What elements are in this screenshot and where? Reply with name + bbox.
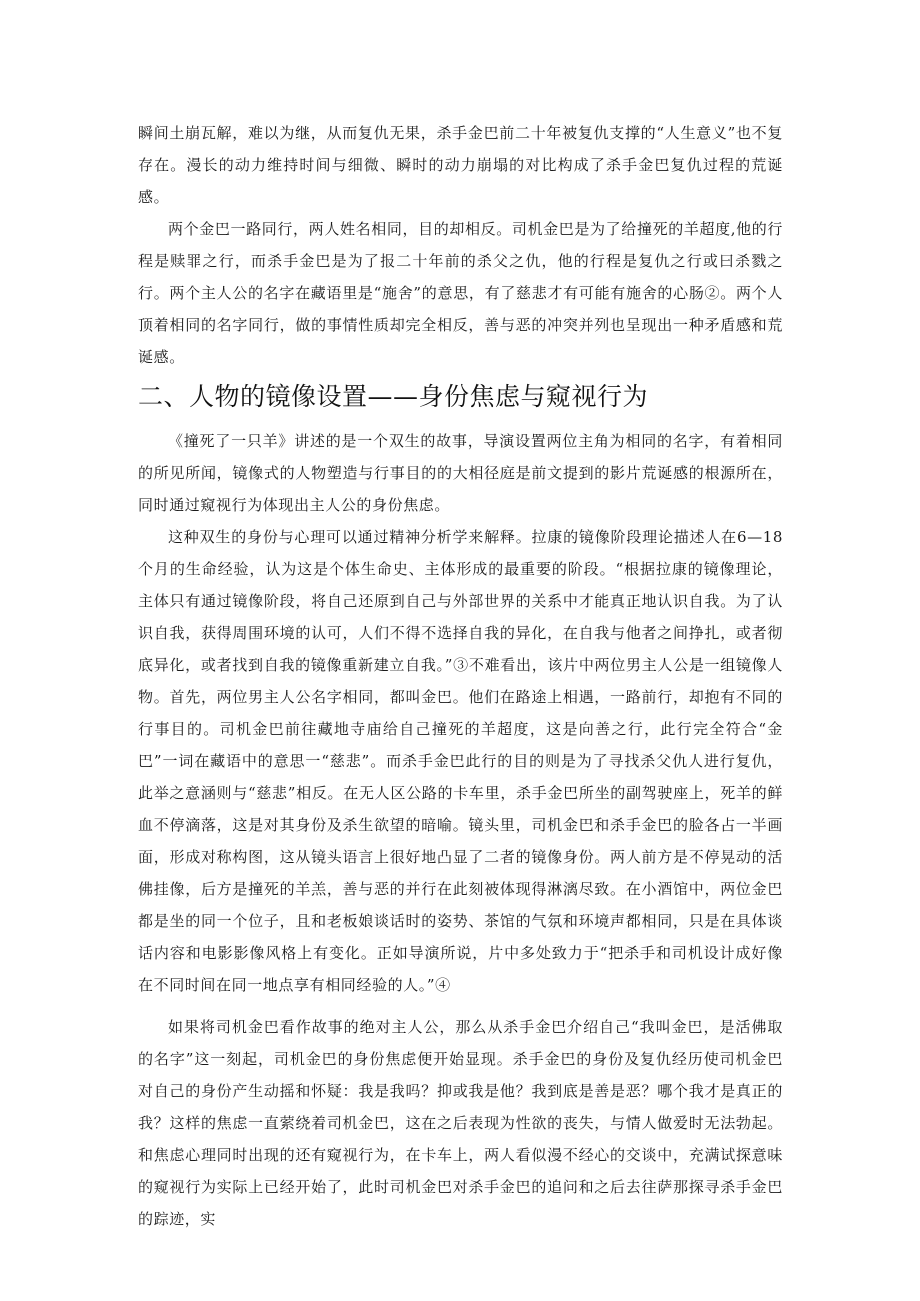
body-paragraph: 如果将司机金巴看作故事的绝对主人公，那么从杀手金巴介绍自己“我叫金巴，是活佛取的名字”这一刻起，司机金巴的身份焦虑便开始显现。杀手金巴的身份及复仇经历使司机金巴对自己的身份产生动摇和怀疑：我是我吗？抑或我是他？我到底是善是恶？哪个我才是真正的我？这样的焦虑一直萦绕着司机金巴，这在之后表现为性欲的丧失，与情人做爱时无法勃起。和焦虑心理同时出现的还有窥视行为，在卡车上，两人看似漫不经心的交谈中，充满试探意味的窥视行为实际上已经开始了，此时司机金巴对杀手金巴的追问和之后去往萨那探寻杀手金巴的踪迹，实: [138, 1018, 783, 1228]
body-paragraph: 两个金巴一路同行，两人姓名相同，目的却相反。司机金巴是为了给撞死的羊超度,他的行程是赎罪之行，而杀手金巴是为了报二十年前的杀父之仇，他的行程是复仇之行或曰杀戮之行。两个主人公的名字在藏语里是“施舍”的意思，有了慈悲才有可能有施舍的心肠②。两个人顶着相同的名字同行，做的事情性质却完全相反，善与恶的冲突并列也呈现出一种矛盾感和荒诞感。: [138, 220, 783, 366]
document-body: [138, 117, 783, 1235]
body-paragraph: 《撞死了一只羊》讲述的是一个双生的故事，导演设置两位主角为相同的名字，有着相同的所见所闻，镜像式的人物塑造与行事目的的大相径庭是前文提到的影片荒诞感的根源所在，同时通过窥视行为体现出主人公的身份焦虑。: [138, 432, 783, 514]
section-heading: 二、人物的镜像设置——身份焦虑与窥视行为: [138, 382, 649, 411]
body-paragraph: 瞬间土崩瓦解，难以为继，从而复仇无果，杀手金巴前二十年被复仇支撑的“人生意义”也不复存在。漫长的动力维持时间与细微、瞬时的动力崩塌的对比构成了杀手金巴复仇过程的荒诞感。: [138, 124, 783, 206]
body-paragraph: 这种双生的身份与心理可以通过精神分析学来解释。拉康的镜像阶段理论描述人在6—18个月的生命经验，认为这是个体生命史、主体形成的最重要的阶段。“根据拉康的镜像理论，主体只有通过镜像阶段，将自己还原到自己与外部世界的关系中才能真正地认识自我。为了认识自我，获得周围环境的认可，人们不得不选择自我的异化，在自我与他者之间挣扎，或者彻底异化，或者找到自我的镜像重新建立自我。”③不难看出，该片中两位男主人公是一组镜像人物。首先，两位男主人公名字相同，都叫金巴。他们在路途上相遇，一路前行，却抱有不同的行事目的。司机金巴前往藏地寺庙给自己撞死的羊超度，这是向善之行，此行完全符合“金巴”一词在藏语中的意思一“慈悲”。而杀手金巴此行的目的则是为了寻找杀父仇人进行复仇，此举之意涵则与“慈悲”相反。在无人区公路的卡车里，杀手金巴所坐的副驾驶座上，死羊的鲜血不停滴落，这是对其身份及杀生欲望的暗喻。镜头里，司机金巴和杀手金巴的脸各占一半画面，形成对称构图，这从镜头语言上很好地凸显了二者的镜像身份。两人前方是不停晃动的活佛挂像，后方是撞死的羊羔，善与恶的并行在此刻被体现得淋漓尽致。在小酒馆中，两位金巴都是坐的同一个位子，且和老板娘谈话时的姿势、茶馆的气氛和环境声都相同，只是在具体谈话内容和电影影像风格上有变化。正如导演所说，片中多处致力于“把杀手和司机设计成好像在不同时间在同一地点享有相同经验的人。”④: [138, 528, 783, 994]
